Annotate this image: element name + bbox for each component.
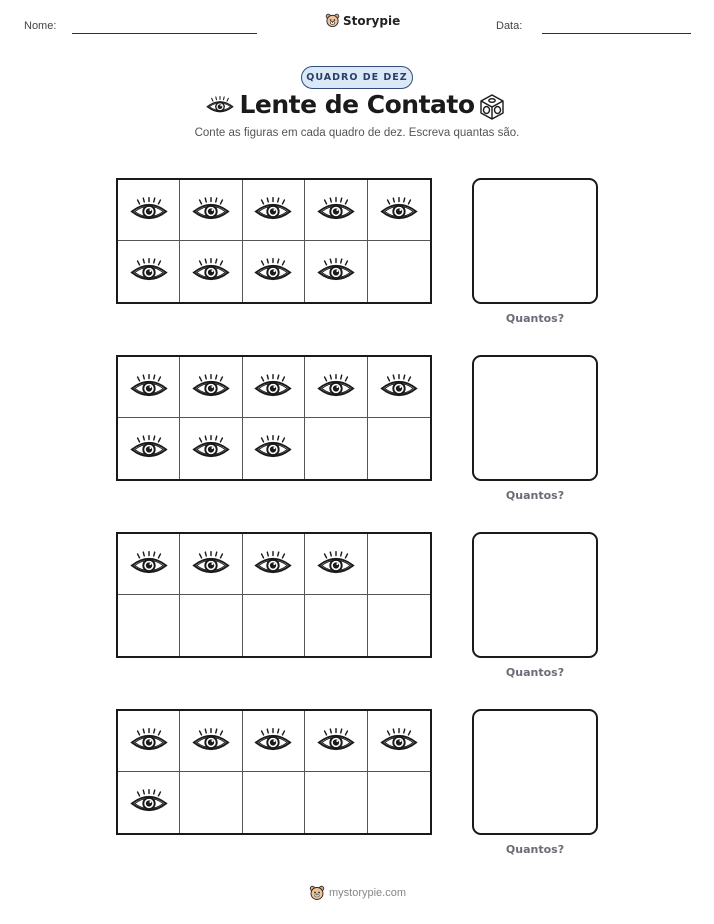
answer-label: Quantos? (505, 843, 565, 856)
ten-frame-cell (180, 534, 242, 595)
ten-frame-cell (118, 357, 180, 418)
eye-icon (192, 435, 230, 462)
answer-label: Quantos? (505, 489, 565, 502)
eye-icon (192, 258, 230, 285)
eye-icon (317, 728, 355, 755)
eye-icon (317, 258, 355, 285)
answer-label: Quantos? (505, 312, 565, 325)
ten-frame-cell (305, 180, 367, 241)
brand-logo (325, 13, 400, 28)
eye-icon (254, 258, 292, 285)
ten-frame (116, 178, 432, 304)
eye-icon (130, 728, 168, 755)
ten-frame-cell (243, 711, 305, 772)
name-label: Nome: (24, 20, 57, 32)
ten-frame (116, 355, 432, 481)
ten-frame-cell (180, 595, 242, 656)
ten-frame-cell (118, 241, 180, 302)
eye-icon (130, 197, 168, 224)
eye-icon (380, 374, 418, 401)
ten-frame-cell (118, 534, 180, 595)
answer-label: Quantos? (505, 666, 565, 679)
ten-frame (116, 532, 432, 658)
instructions: Conte as figuras em cada quadro de dez. Escreva quantas são. (194, 127, 520, 139)
ten-frame-cell (305, 357, 367, 418)
eye-icon (130, 435, 168, 462)
brand-name: Storypie (343, 13, 401, 28)
ten-frame-cell (180, 357, 242, 418)
date-line[interactable] (542, 33, 691, 34)
category-badge: QUADRO DE DEZ (301, 66, 413, 89)
ten-frame-cell (118, 180, 180, 241)
ten-frame-cell (118, 772, 180, 833)
ten-frame-cell (118, 711, 180, 772)
ten-frame-cell (305, 595, 367, 656)
ten-frame-cell (368, 241, 430, 302)
ten-frame-cell (368, 711, 430, 772)
bear-mascot-icon (309, 885, 325, 901)
eye-icon (192, 374, 230, 401)
answer-box[interactable] (472, 178, 598, 304)
name-line[interactable] (72, 33, 257, 34)
eye-icon (130, 551, 168, 578)
eye-icon (192, 728, 230, 755)
ten-frame-cell (368, 357, 430, 418)
answer-box[interactable] (472, 532, 598, 658)
eye-icon (317, 197, 355, 224)
eye-icon (317, 551, 355, 578)
ten-frame-cell (118, 418, 180, 479)
ten-frame-cell (305, 534, 367, 595)
answer-box[interactable] (472, 709, 598, 835)
ten-frame-cell (305, 772, 367, 833)
ten-frame-cell (243, 180, 305, 241)
ten-frame-cell (180, 772, 242, 833)
ten-frame-cell (305, 418, 367, 479)
answer-box[interactable] (472, 355, 598, 481)
page-title: Lente de Contato (239, 90, 475, 119)
ten-frame (116, 709, 432, 835)
bear-mascot-icon (325, 13, 340, 28)
ten-frame-cell (368, 595, 430, 656)
ten-frame-cell (368, 180, 430, 241)
ten-frame-cell (243, 241, 305, 302)
ten-frame-cell (368, 418, 430, 479)
ten-frame-cell (180, 241, 242, 302)
ten-frame-cell (243, 772, 305, 833)
ten-frame-cell (118, 595, 180, 656)
footer (309, 885, 406, 901)
ten-frame-cell (243, 534, 305, 595)
eye-icon (254, 435, 292, 462)
eye-icon (380, 728, 418, 755)
contact-lens-case-icon (478, 93, 506, 121)
ten-frame-cell (180, 418, 242, 479)
date-label: Data: (496, 20, 523, 32)
ten-frame-cell (243, 595, 305, 656)
ten-frame-cell (243, 357, 305, 418)
eye-icon (130, 374, 168, 401)
ten-frame-cell (243, 418, 305, 479)
eye-icon (192, 551, 230, 578)
footer-url: mystorypie.com (329, 887, 407, 899)
eye-icon (317, 374, 355, 401)
eye-icon (130, 789, 168, 816)
eye-icon (130, 258, 168, 285)
ten-frame-cell (180, 711, 242, 772)
eye-icon (380, 197, 418, 224)
ten-frame-cell (368, 772, 430, 833)
eye-icon (254, 728, 292, 755)
ten-frame-cell (180, 180, 242, 241)
eye-icon (254, 551, 292, 578)
ten-frame-cell (305, 711, 367, 772)
eye-icon (254, 374, 292, 401)
ten-frame-cell (368, 534, 430, 595)
eye-icon (192, 197, 230, 224)
eye-icon (254, 197, 292, 224)
ten-frame-cell (305, 241, 367, 302)
